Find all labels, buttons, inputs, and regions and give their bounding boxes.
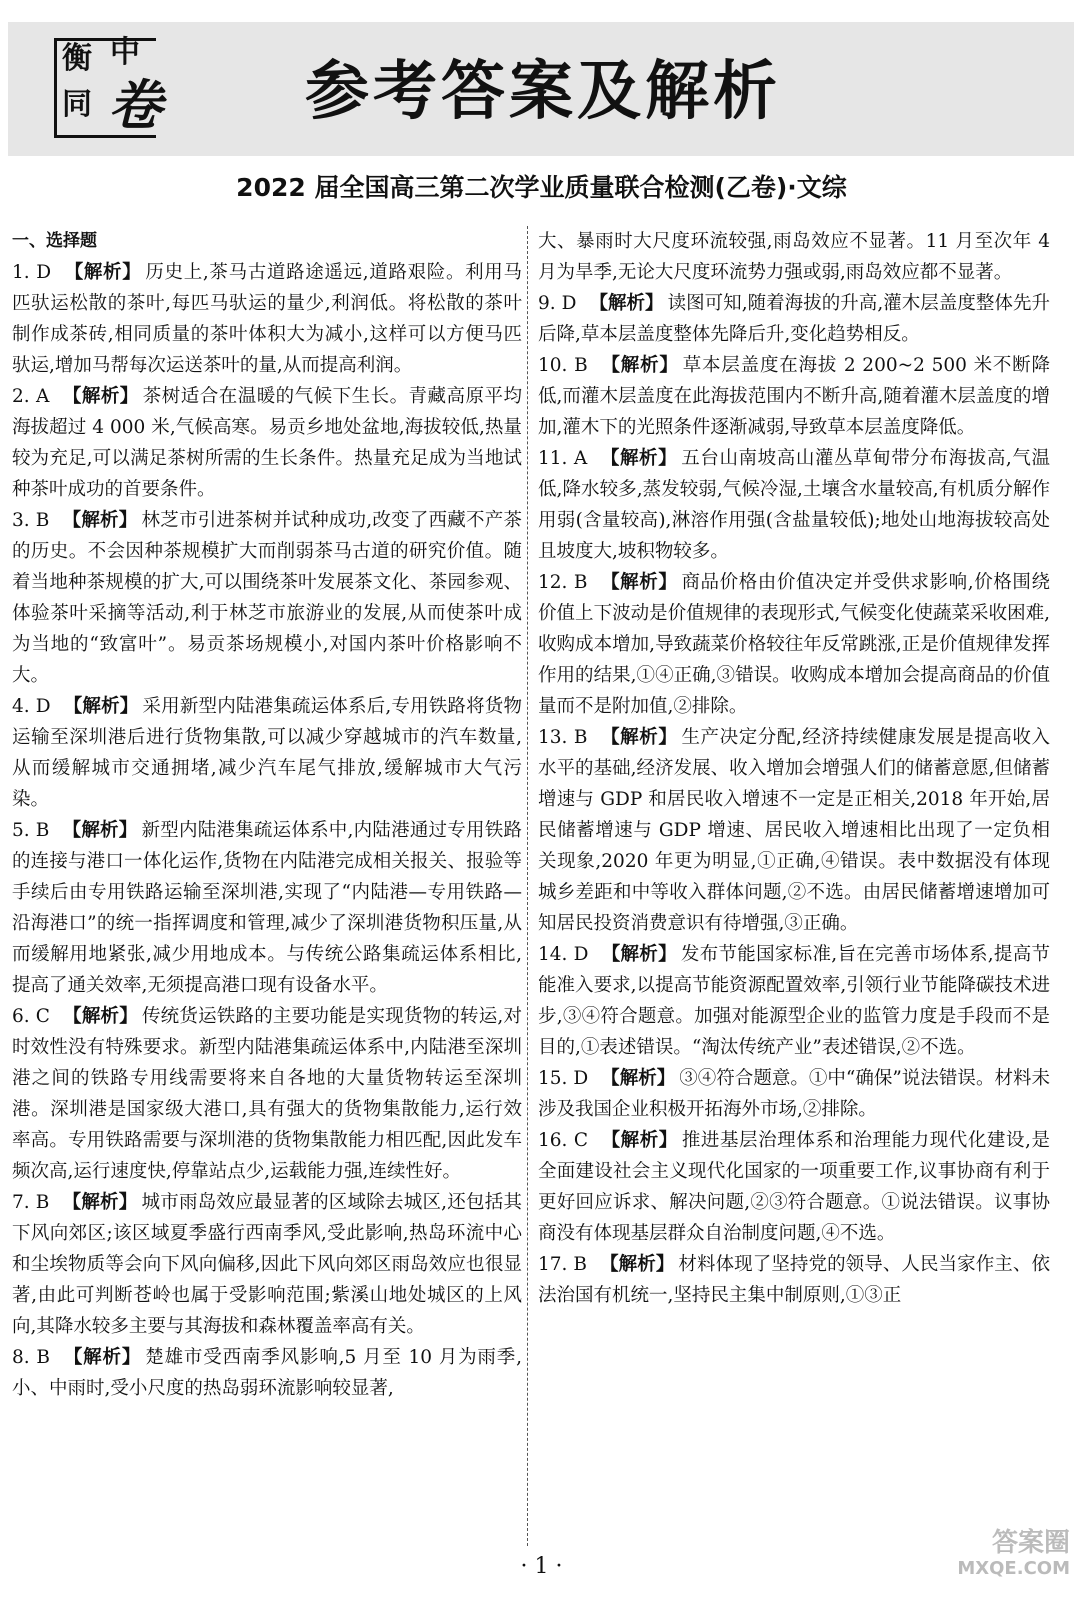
- answer-text: 楚雄市受西南季风影响,5 月至 10 月为雨季,小、中雨时,受小尺度的热岛弱环流影响较显著,: [12, 1347, 522, 1399]
- answer-text: 商品价格由价值决定并受供求影响,价格围绕价值上下波动是价值规律的表现形式,气候变化使蔬菜采收困难,收购成本增加,导致蔬菜价格较往年反常跳涨,正是价值规律发挥作用的结果,①④正确,③错误。收购成本增加会提高商品的价值量而不是附加值,②排除。: [538, 572, 1050, 717]
- answer-number: 10. B: [538, 355, 588, 376]
- answer-item: [12, 1001, 522, 1187]
- analysis-tag: 【解析】: [600, 727, 678, 748]
- watermark: [900, 1530, 1070, 1590]
- answer-item: [12, 505, 522, 691]
- answer-item: [538, 350, 1050, 443]
- answer-number: 12. B: [538, 572, 588, 593]
- answer-text: 历史上,茶马古道路途遥远,道路艰险。利用马匹驮运松散的茶叶,每匹马驮运的量少,利润低。将松散的茶叶制作成茶砖,相同质量的茶叶体积大为减小,这样可以方便马匹驮运,增加马帮每次运送茶叶的量,从而提高利润。: [12, 262, 522, 376]
- answer-item: [12, 815, 522, 1001]
- analysis-tag: 【解析】: [600, 355, 679, 376]
- answer-item: [538, 722, 1050, 939]
- answer-item: [538, 939, 1050, 1063]
- answer-text: 茶树适合在温暖的气候下生长。青藏高原平均海拔超过 4 000 米,气候高寒。易贡乡地处盆地,海拔较低,热量较为充足,可以满足茶树所需的生长条件。热量充足成为当地试种茶叶成功的首要条件。: [12, 386, 522, 500]
- answer-item: [12, 1187, 522, 1342]
- answer-item: [538, 288, 1050, 350]
- logo: [50, 35, 180, 138]
- analysis-tag: 【解析】: [63, 696, 139, 717]
- answer-number: 16. C: [538, 1130, 589, 1151]
- answer-text: 采用新型内陆港集疏运体系后,专用铁路将货物运输至深圳港后进行货物集散,可以减少穿越城市的汽车数量,从而缓解城市交通拥堵,减少汽车尾气排放,缓解城市大气污染。: [12, 696, 522, 810]
- logo-char: 中: [110, 35, 140, 70]
- answer-text: 大、暴雨时大尺度环流较强,雨岛效应不显著。11 月至次年 4 月为旱季,无论大尺度环流势力强或弱,雨岛效应都不显著。: [538, 231, 1050, 283]
- answer-item: [12, 1342, 522, 1404]
- analysis-tag: 【解析】: [589, 293, 664, 314]
- answer-text: 五台山南坡高山灌丛草甸带分布海拔高,气温低,降水较多,蒸发较弱,气候冷湿,土壤含水量较高,有机质分解作用弱(含量较高),淋溶作用强(含盐量较低);地处山地海拔较高处且坡度大,坡积物较多。: [538, 448, 1050, 562]
- answer-text: 草本层盖度在海拔 2 200~2 500 米不断降低,而灌木层盖度在此海拔范围内不断升高,随着灌木层盖度的增加,灌木下的光照条件逐渐减弱,导致草本层盖度降低。: [538, 355, 1050, 438]
- answer-text: 发布节能国家标准,旨在完善市场体系,提高节能准入要求,以提高节能资源配置效率,引领行业节能降碳技术进步,③④符合题意。加强对能源型企业的监管力度是手段而不是目的,①表述错误。“淘汰传统产业”表述错误,②不选。: [538, 944, 1050, 1058]
- answer-number: 5. B: [12, 820, 50, 841]
- answer-item: [538, 1063, 1050, 1125]
- answer-text: 新型内陆港集疏运体系中,内陆港通过专用铁路的连接与港口一体化运作,货物在内陆港完成相关报关、报验等手续后由专用铁路运输至深圳港,实现了“内陆港—专用铁路—沿海港口”的统一指挥调度和管理,减少了深圳港货物积压量,从而缓解用地紧张,减少用地成本。与传统公路集疏运体系相比,提高了通关效率,无须提高港口现有设备水平。: [12, 820, 522, 996]
- answer-item: [538, 1249, 1050, 1311]
- analysis-tag: 【解析】: [62, 386, 139, 407]
- analysis-tag: 【解析】: [601, 944, 677, 965]
- section-heading: 一、选择题: [12, 231, 97, 251]
- analysis-tag: 【解析】: [601, 1068, 676, 1089]
- analysis-tag: 【解析】: [600, 448, 678, 469]
- answer-number: 4. D: [12, 696, 51, 717]
- page-number: · 1 ·: [520, 1554, 563, 1579]
- answer-number: 1. D: [12, 262, 52, 283]
- answer-number: 17. B: [538, 1254, 587, 1275]
- answer-item: [538, 567, 1050, 722]
- answer-item: [538, 443, 1050, 567]
- answer-text: 材料体现了坚持党的领导、人民当家作主、依法治国有机统一,坚持民主集中制原则,①③正: [538, 1254, 1050, 1306]
- answer-number: 9. D: [538, 293, 577, 314]
- answer-item: [12, 257, 522, 381]
- document-subtitle: 2022 届全国高三第二次学业质量联合检测(乙卷)·文综: [236, 173, 847, 202]
- analysis-tag: 【解析】: [599, 1254, 675, 1275]
- answer-number: 11. A: [538, 448, 588, 469]
- right-column: [538, 226, 1050, 1548]
- answer-item: [12, 691, 522, 815]
- answer-number: 14. D: [538, 944, 589, 965]
- analysis-tag: 【解析】: [62, 1006, 138, 1027]
- answer-number: 8. B: [12, 1347, 50, 1368]
- answer-number: 7. B: [12, 1192, 50, 1213]
- analysis-tag: 【解析】: [62, 1347, 142, 1368]
- analysis-tag: 【解析】: [64, 262, 142, 283]
- analysis-tag: 【解析】: [62, 820, 138, 841]
- answer-number: 6. C: [12, 1006, 50, 1027]
- answer-item: [12, 381, 522, 505]
- watermark-main: 答案圈: [991, 1528, 1070, 1558]
- analysis-tag: 【解析】: [62, 1192, 138, 1213]
- logo-char: 卷: [108, 73, 162, 137]
- answer-text: 林芝市引进茶树并试种成功,改变了西藏不产茶的历史。不会因种茶规模扩大而削弱茶马古道的研究价值。随着当地种茶规模的扩大,可以围绕茶叶发展茶文化、茶园参观、体验茶叶采摘等活动,利于林芝市旅游业的发展,从而使茶叶成为当地的“致富叶”。易贡茶场规模小,对国内茶叶价格影响不大。: [12, 510, 522, 686]
- banner-title: 参考答案及解析: [305, 55, 781, 129]
- answer-number: 2. A: [12, 386, 50, 407]
- answer-item: [538, 1125, 1050, 1249]
- answer-text: 推进基层治理体系和治理能力现代化建设,是全面建设社会主义现代化国家的一项重要工作,议事协商有利于更好回应诉求、解决问题,②③符合题意。①说法错误。议事协商没有体现基层群众自治制度问题,④不选。: [538, 1130, 1050, 1244]
- analysis-tag: 【解析】: [62, 510, 138, 531]
- analysis-tag: 【解析】: [600, 572, 678, 593]
- logo-char: 衡: [62, 41, 92, 76]
- answer-continuation: [538, 226, 1050, 288]
- column-divider: [527, 226, 528, 1546]
- answer-text: 传统货运铁路的主要功能是实现货物的转运,对时效性没有特殊要求。新型内陆港集疏运体系中,内陆港至深圳港之间的铁路专用线需要将来自各地的大量货物转运至深圳港。深圳港是国家级大港口,具有强大的货物集散能力,运行效率高。专用铁路需要与深圳港的货物集散能力相匹配,因此发车频次高,运行速度快,停靠站点少,运载能力强,连续性好。: [12, 1006, 522, 1182]
- answer-text: 读图可知,随着海拔的升高,灌木层盖度整体先升后降,草本层盖度整体先降后升,变化趋势相反。: [538, 293, 1050, 345]
- answer-number: 15. D: [538, 1068, 589, 1089]
- answer-number: 13. B: [538, 727, 588, 748]
- answer-text: ③④符合题意。①中“确保”说法错误。材料未涉及我国企业积极开拓海外市场,②排除。: [538, 1068, 1050, 1120]
- left-column: [12, 226, 522, 1548]
- answer-number: 3. B: [12, 510, 50, 531]
- analysis-tag: 【解析】: [601, 1130, 678, 1151]
- logo-char: 同: [62, 87, 92, 122]
- watermark-url: MXQE.COM: [957, 1558, 1070, 1579]
- answer-text: 生产决定分配,经济持续健康发展是提高收入水平的基础,经济发展、收入增加会增强人们的储蓄意愿,但储蓄增速与 GDP 和居民收入增速不一定是正相关,2018 年开始,居民储蓄增速与 GDP 增速、居民收入增速相比出现了一定负相关现象,2020 年更为明显,①正确,④错误。表中数据没有体现城乡差距和中等收入群体问题,②不选。由居民储蓄增速增加可知居民投资消费意识有待增强,③正确。: [538, 727, 1050, 934]
- answer-text: 城市雨岛效应最显著的区域除去城区,还包括其下风向郊区;该区域夏季盛行西南季风,受此影响,热岛环流中心和尘埃物质等会向下风向偏移,因此下风向郊区雨岛效应也很显著,由此可判断苍岭也属于受影响范围;紫溪山地处城区的上风向,其降水较多主要与其海拔和森林覆盖率高有关。: [12, 1192, 522, 1337]
